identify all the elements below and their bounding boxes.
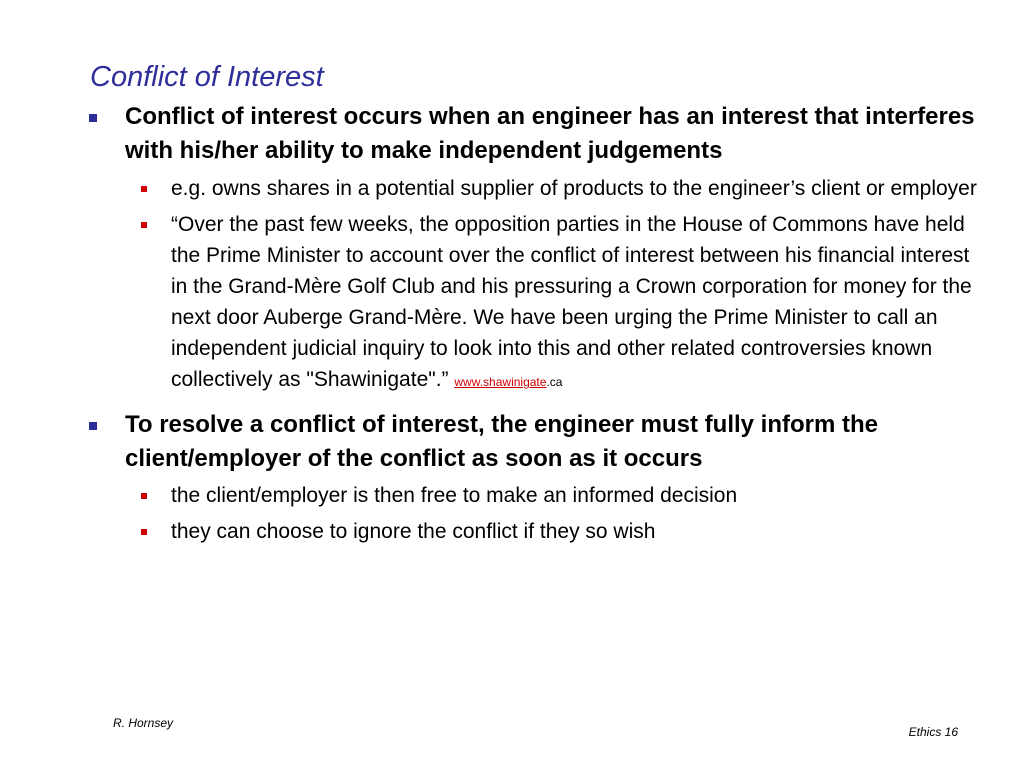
slide-title: Conflict of Interest	[90, 61, 324, 93]
bullet-resolve-conflict	[82, 408, 982, 476]
slide-content	[82, 100, 982, 547]
citation	[454, 375, 562, 389]
bullet-text: Conflict of interest occurs when an engineer has an interest that interferes with his/her ability to make independent judgements	[125, 103, 975, 164]
sub-bullet-ignore-conflict	[82, 516, 982, 547]
square-bullet-icon	[141, 529, 147, 535]
sub-bullet-shawinigate-quote	[82, 209, 982, 398]
square-bullet-icon	[141, 493, 147, 499]
bullet-text: To resolve a conflict of interest, the engineer must fully inform the client/employer of the conflict as soon as it occurs	[125, 411, 879, 472]
sub-bullet-text: they can choose to ignore the conflict if they so wish	[171, 520, 656, 543]
sub-bullet-text: e.g. owns shares in a potential supplier of products to the engineer’s client or employer	[171, 177, 977, 200]
square-bullet-icon	[141, 186, 147, 192]
sub-bullet-text: “Over the past few weeks, the opposition parties in the House of Commons have held the Prime Minister to account over the conflict of interest between his financial interest in the Grand-Mère Golf Club and his pressuring a Crown corporation for money for the next door Auberge Grand-Mère. We have been urging the Prime Minister to call an independent judicial inquiry to look into this and other related controversies known collectively as "Shawinigate".”	[171, 213, 972, 391]
shawinigate-link[interactable]: www.shawinigate	[454, 375, 547, 389]
square-bullet-icon	[89, 114, 97, 122]
sub-bullet-text: the client/employer is then free to make an informed decision	[171, 484, 738, 507]
bullet-conflict-definition	[82, 100, 982, 168]
footer-page-label: Ethics 16	[908, 725, 958, 739]
sub-bullet-informed-decision	[82, 480, 982, 511]
sub-bullet-example-shares	[82, 173, 982, 204]
link-suffix: .ca	[546, 375, 563, 389]
square-bullet-icon	[141, 222, 147, 228]
square-bullet-icon	[89, 422, 97, 430]
footer-author: R. Hornsey	[113, 716, 174, 730]
